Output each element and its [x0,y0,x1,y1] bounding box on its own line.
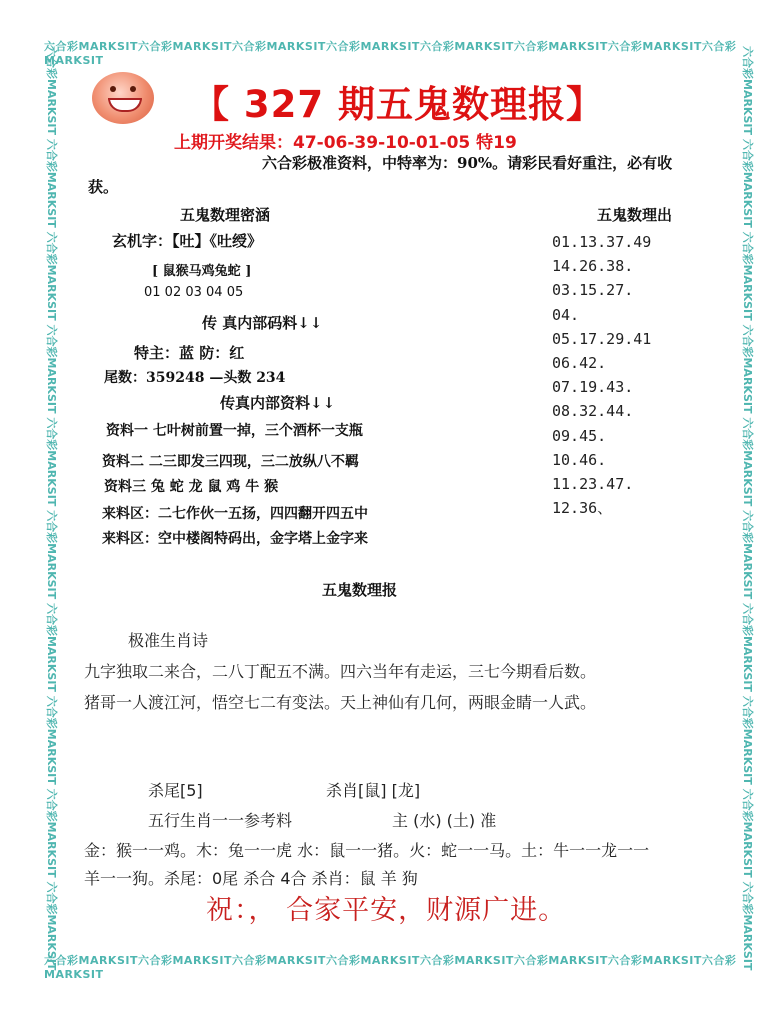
material-row: 来料区：空中楼阁特码出，金字塔上金字来 [102,531,368,547]
watermark-text: 六合彩MARKSIT [607,954,702,967]
fax-heading: 传 真内部码料↓↓ [202,314,323,332]
last-result: 上期开奖结果：47-06-39-10-01-05 特19 [174,133,517,153]
number-item: 06.42. [552,353,607,372]
watermark-border-bottom [44,952,754,981]
watermark-border-left [45,46,62,971]
page-title: 【 327 期五鬼数理报】 [192,83,604,126]
watermark-text: 六合彩MARKSIT [607,40,702,53]
material-row: 资料一 七叶树前置一掉，三个酒杯一支瓶 [106,423,363,439]
elements-line-2: 羊一一狗。杀尾：0尾 杀合 4合 杀肖：鼠 羊 狗 [84,869,418,888]
watermark-text: 六合彩MARKSIT [137,40,232,53]
main-element: 主 (水) (土) 准 [392,811,497,830]
watermark-border-right [741,46,758,971]
number-item: 05.17.29.41 [552,329,652,348]
watermark-text: 六合彩MARKSIT [44,40,737,67]
watermark-text-vertical: 六合彩MARKSIT 六合彩MARKSIT 六合彩MARKSIT 六合彩MARKSIT 六合彩MARKSIT 六合彩MARKSIT 六合彩MARKSIT 六合彩MARKSIT 六合彩MARKSIT 六合彩MARKSIT [45,46,58,971]
number-item: 11.23.47. [552,474,634,493]
intro-line-1: 六合彩极准资料，中特率为：90%。请彩民看好重注，必有收 [262,154,673,172]
watermark-text: 六合彩MARKSIT [137,954,232,967]
kill-tail: 杀尾[5] [148,781,203,800]
fax-heading-2: 传真内部资料↓↓ [220,394,336,412]
number-item: 03.15.27. [552,281,634,300]
number-column [552,230,651,520]
watermark-text: 六合彩MARKSIT [44,954,138,967]
kill-zodiac: 杀肖[鼠] [龙] [326,781,421,800]
watermark-border-top [44,38,754,67]
tail-numbers: 尾数：359248 —头数 234 [104,370,286,386]
number-item: 07.19.43. [552,378,634,397]
watermark-text: 六合彩MARKSIT [419,954,514,967]
intro-line-2: 获。 [88,178,119,196]
material-row: 资料三 兔 蛇 龙 鼠 鸡 牛 猴 [104,479,279,495]
mystery-word: 玄机字：【吐】《吐绶》 [112,232,263,250]
watermark-text: 六合彩MARKSIT [231,40,326,53]
material-row: 来料区：二七作伙一五扬，四四翻开四五中 [102,506,368,522]
special-colors: 特主：蓝 防：红 [134,344,245,362]
watermark-text: 六合彩MARKSIT [419,40,514,53]
number-item: 09.45. [552,426,607,445]
number-item: 08.32.44. [552,402,634,421]
watermark-text: 六合彩MARKSIT [513,40,608,53]
watermark-text: 六合彩MARKSIT [231,954,326,967]
watermark-text-vertical: 六合彩MARKSIT 六合彩MARKSIT 六合彩MARKSIT 六合彩MARKSIT 六合彩MARKSIT 六合彩MARKSIT 六合彩MARKSIT 六合彩MARKSIT 六合彩MARKSIT 六合彩MARKSIT [741,46,754,971]
watermark-text: 六合彩MARKSIT [44,40,138,53]
wuxing-title: 五行生肖一一参考料 [148,811,293,830]
number-item: 12.36、 [552,499,613,518]
blessing: 祝：， 合家平安，财源广进。 [206,895,567,926]
material-row: 资料二 二三即发三四现，三二放纵八不羁 [102,454,359,470]
watermark-text: 六合彩MARKSIT [325,954,420,967]
watermark-text: 六合彩MARKSIT [513,954,608,967]
number-item: 04. [552,305,580,324]
poem-line-1: 九字独取二来合，二八丁配五不满。四六当年有走运，三七今期看后数。 [84,662,597,681]
number-list: 01 02 03 04 05 [144,285,244,300]
poem-line-2: 猪哥一人渡江河，悟空七二有变法。天上神仙有几何，两眼金睛一人武。 [84,693,597,712]
number-item: 10.46. [552,450,607,469]
watermark-text: 六合彩MARKSIT [325,40,420,53]
watermark-text: 六合彩MARKSIT [44,954,737,981]
right-heading: 五鬼数理出 [597,206,673,224]
zodiac-list: [ 鼠猴马鸡兔蛇 ] [152,264,252,279]
logo-eye-icon [110,86,116,92]
left-heading: 五鬼数理密涵 [180,206,271,224]
number-item: 01.13.37.49 [552,233,652,251]
poem-title: 极准生肖诗 [128,631,209,650]
elements-line-1: 金：猴一一鸡。木：兔一一虎 水：鼠一一猪。火：蛇一一马。土：牛一一龙一一 [84,841,650,860]
number-item: 14.26.38. [552,257,634,276]
logo-eye-icon [130,86,136,92]
section-title: 五鬼数理报 [322,581,398,599]
